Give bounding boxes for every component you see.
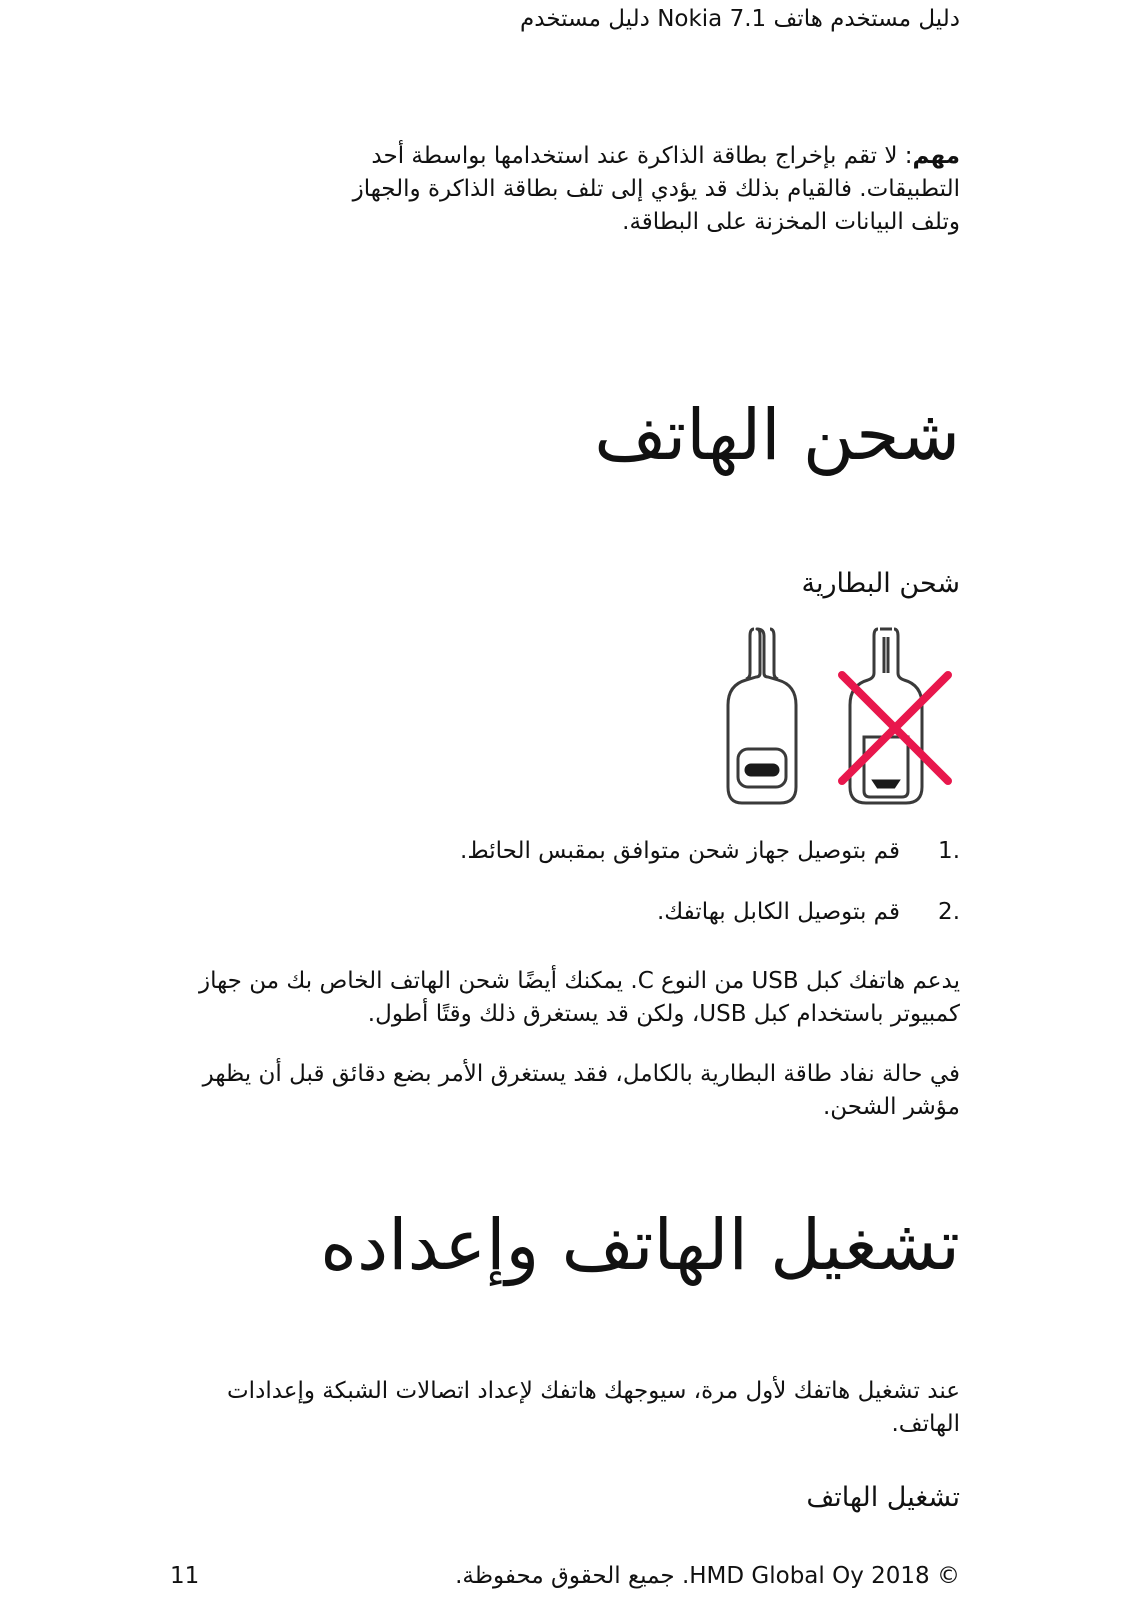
usb-c-connector-icon: [728, 629, 796, 803]
step-number: 2 .: [900, 897, 960, 927]
page-number: 11: [170, 1563, 200, 1589]
step-item: [300, 897, 960, 927]
running-header: دليل مستخدم هاتف Nokia 7.1 دليل مستخدم: [520, 6, 960, 32]
step-item: [300, 836, 960, 866]
important-label: مهم: [912, 143, 960, 169]
setup-intro-paragraph: عند تشغيل هاتفك لأول مرة، سيوجهك هاتفك لإعداد اتصالات الشبكة وإعدادات الهاتف.: [227, 1378, 960, 1437]
usb-support-paragraph: يدعم هاتفك كبل USB من النوع C. يمكنك أيضًا شحن الهاتف الخاص بك من جهاز كمبيوتر باستخدام كبل USB، ولكن قد يستغرق ذلك وقتًا أطول.: [198, 968, 960, 1027]
step-number: 1 .: [900, 836, 960, 866]
charging-steps: [300, 836, 960, 958]
page-footer: [170, 1560, 960, 1592]
charging-connectors-illustration: [728, 627, 960, 803]
copyright-notice: © 2018 HMD Global Oy. جميع الحقوق محفوظة.: [455, 1563, 960, 1589]
subheading-battery: شحن البطارية: [801, 568, 960, 599]
next-subheading-clipped: تشغيل الهاتف: [806, 1482, 960, 1513]
important-text: : لا تقم بإخراج بطاقة الذاكرة عند استخدامها بواسطة أحد التطبيقات. فالقيام بذلك قد يؤدي إلى تلف بطاقة الذاكرة والجهاز وتلف البيانات المخزنة على البطاقة.: [352, 143, 960, 235]
important-note: [300, 140, 960, 239]
step-text: قم بتوصيل الكابل بهاتفك.: [656, 899, 900, 925]
cross-mark-icon: [842, 675, 948, 781]
section-title-setup: تشغيل الهاتف وإعداده: [320, 1204, 960, 1286]
step-text: قم بتوصيل جهاز شحن متوافق بمقبس الحائط.: [460, 838, 900, 864]
section-title-charging: شحن الهاتف: [594, 394, 960, 476]
empty-battery-paragraph: في حالة نفاد طاقة البطارية بالكامل، فقد يستغرق الأمر بضع دقائق قبل أن يظهر مؤشر الشحن.: [202, 1061, 960, 1120]
